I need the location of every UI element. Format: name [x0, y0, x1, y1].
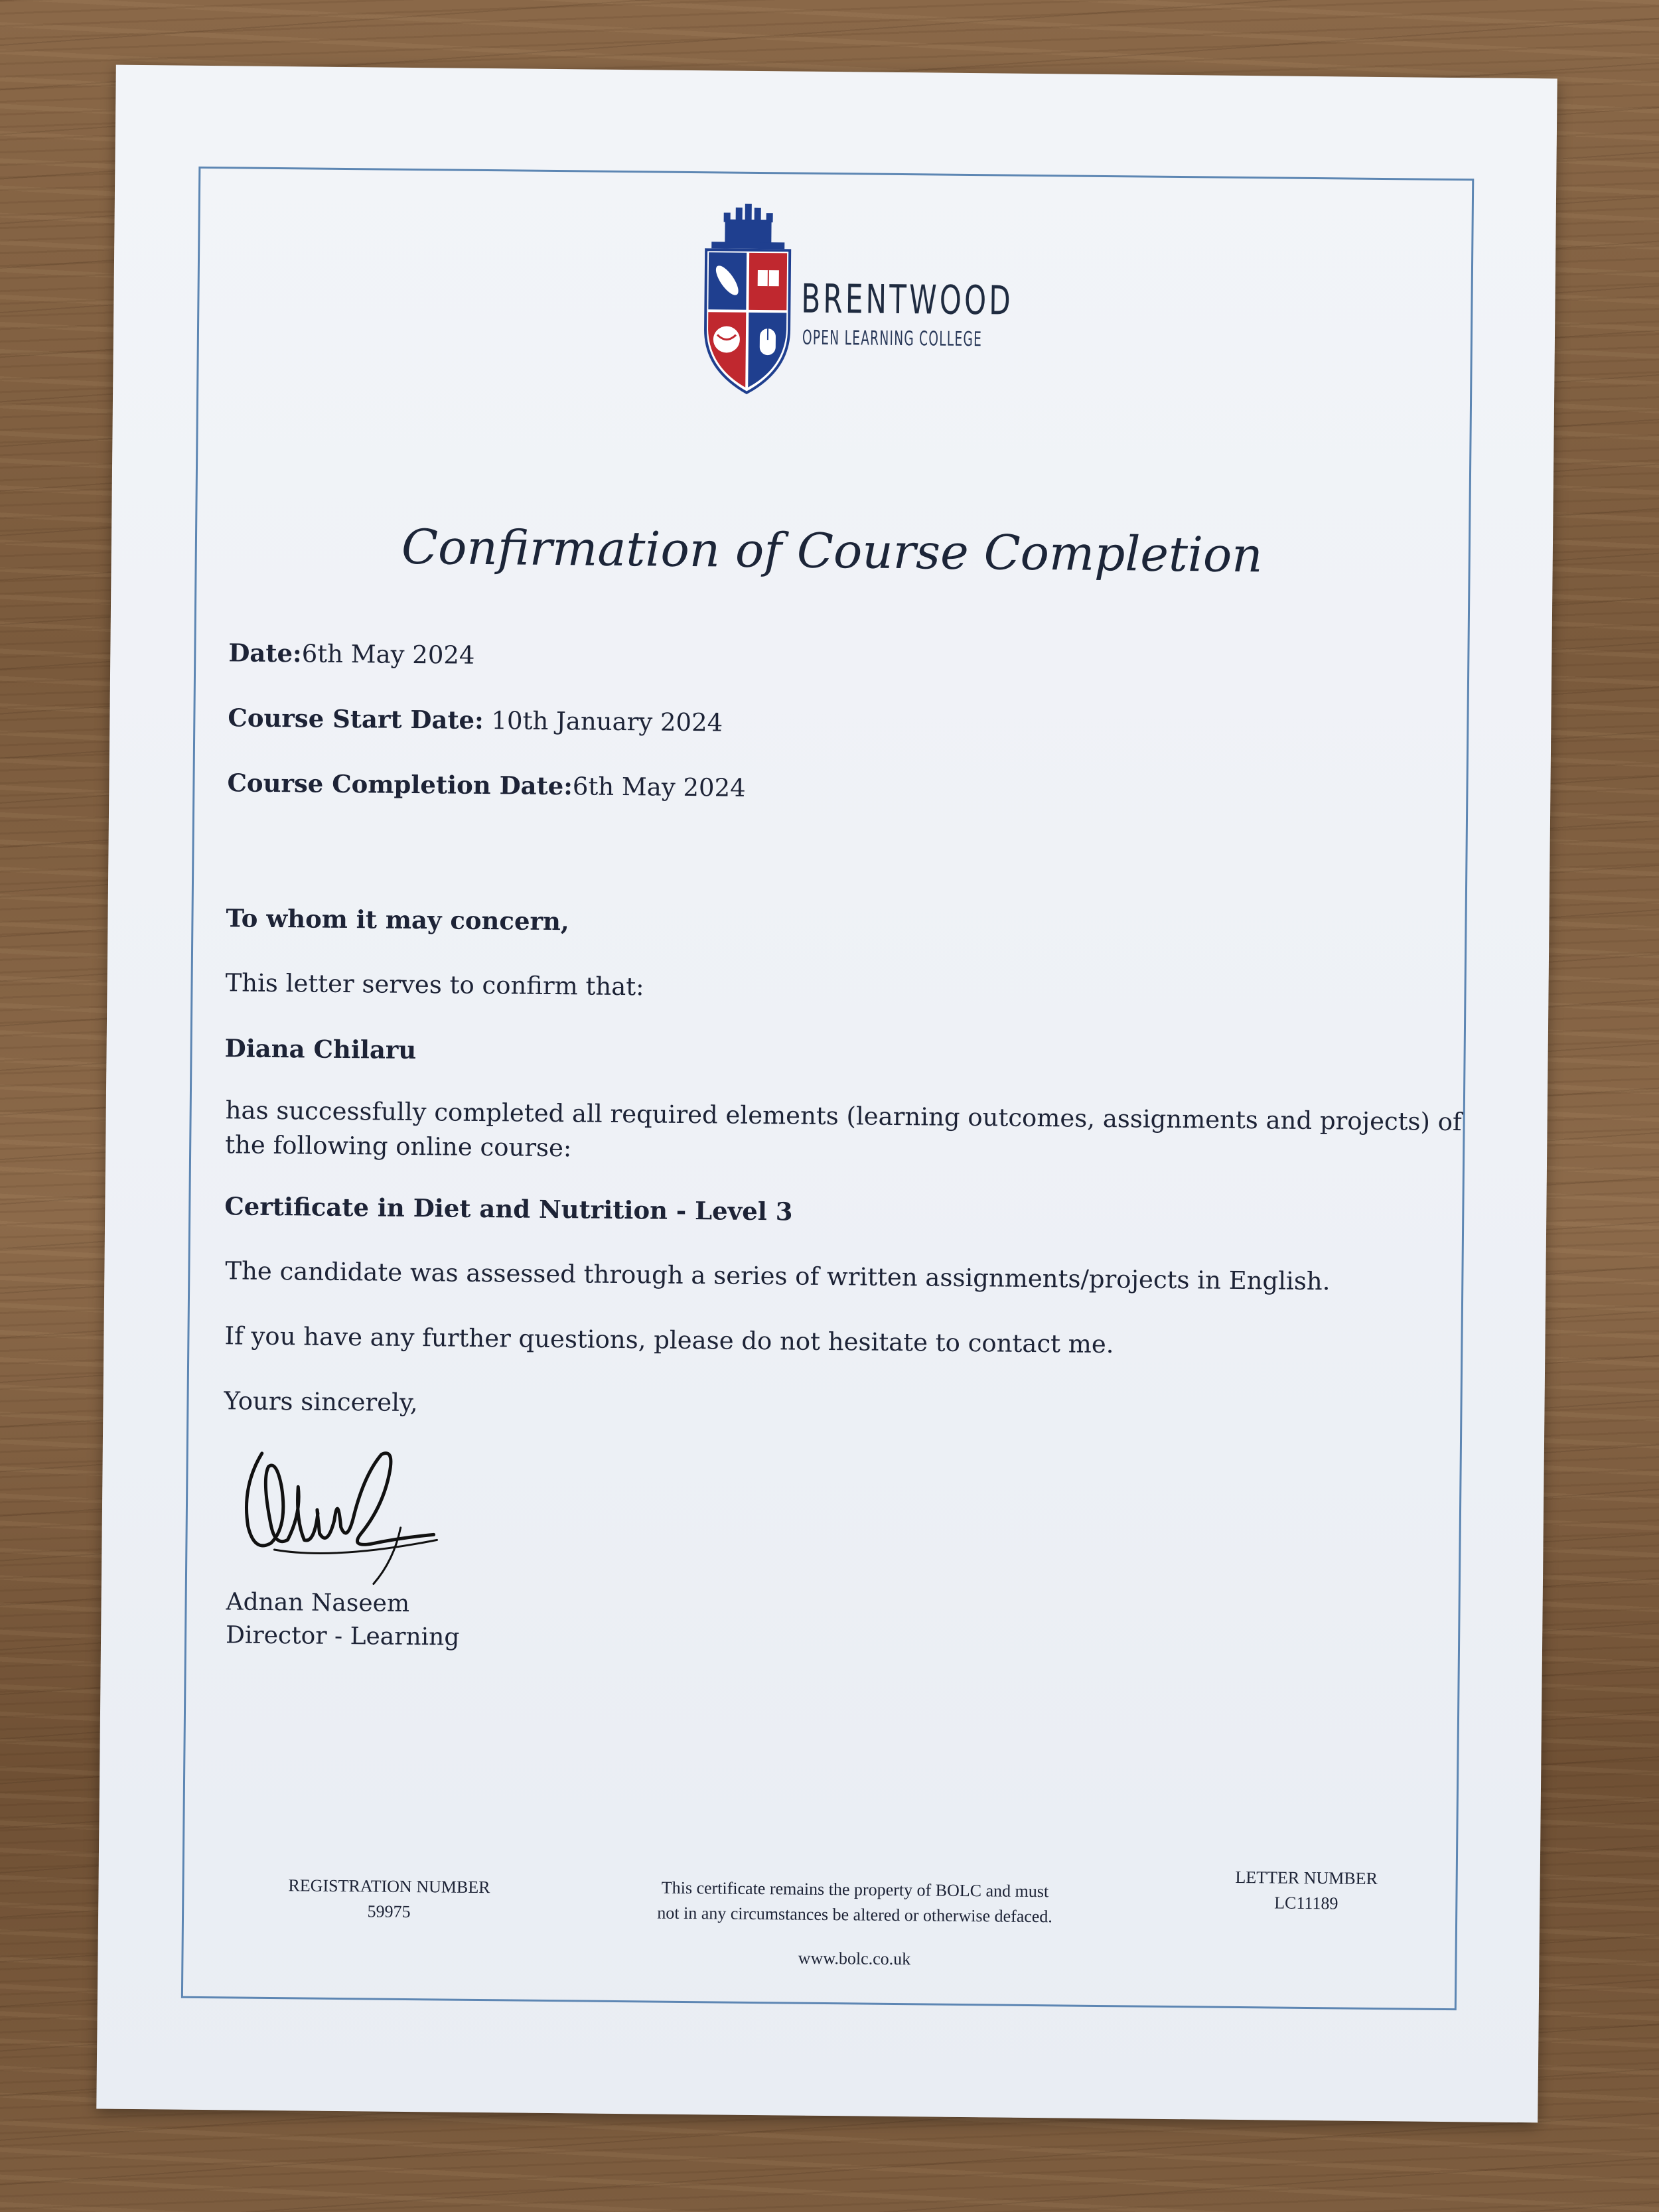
letter-number-label: LETTER NUMBER	[1235, 1867, 1378, 1889]
closing-text: Yours sincerely,	[224, 1386, 418, 1418]
start-date-label: Course Start Date:	[228, 703, 484, 735]
completion-date-line	[227, 768, 746, 802]
certificate-border	[181, 167, 1474, 2010]
course-name: Certificate in Diet and Nutrition - Level 3	[224, 1191, 793, 1226]
page-title: Confirmation of Course Completion	[401, 518, 1263, 583]
signer-name: Adnan Naseem	[226, 1588, 410, 1617]
signer-block	[226, 1585, 460, 1654]
certificate-paper	[96, 65, 1557, 2123]
candidate-name: Diana Chilaru	[224, 1033, 417, 1065]
registration-number: 59975	[367, 1901, 411, 1922]
date-line	[228, 638, 475, 670]
intro-text: This letter serves to confirm that:	[225, 968, 644, 1001]
completion-date-label: Course Completion Date:	[227, 768, 573, 801]
signature-icon	[234, 1426, 455, 1594]
college-name: BRENTWOOD	[801, 275, 1014, 325]
date-value: 6th May 2024	[301, 639, 475, 670]
signer-role: Director - Learning	[225, 1621, 460, 1651]
registration-label: REGISTRATION NUMBER	[288, 1876, 490, 1897]
website-link[interactable]: www.bolc.co.uk	[798, 1948, 911, 1969]
college-logo	[697, 203, 1014, 398]
notice-line-1: This certificate remains the property of BOLC and must	[661, 1878, 1049, 1901]
college-subtitle: OPEN LEARNING COLLEGE	[802, 326, 983, 352]
salutation: To whom it may concern,	[226, 903, 569, 936]
start-date-line	[228, 703, 723, 737]
notice-block	[628, 1875, 1080, 1974]
start-date-value: 10th January 2024	[491, 706, 723, 737]
completion-date-value: 6th May 2024	[572, 772, 746, 802]
date-label: Date:	[228, 638, 302, 668]
letter-number: LC11189	[1274, 1893, 1338, 1913]
questions-text: If you have any further questions, please do not hesitate to contact me.	[224, 1321, 1114, 1359]
letter-number-block	[1200, 1864, 1413, 1917]
notice-line-2: not in any circumstances be altered or otherwise defaced.	[657, 1903, 1053, 1927]
assessment-text: The candidate was assessed through a series of written assignments/projects in English.	[225, 1256, 1331, 1296]
completion-statement: has successfully completed all required elements (learning outcomes, assignments and projects) of the following online course:	[225, 1096, 1462, 1163]
college-crest-icon	[697, 203, 798, 396]
registration-block	[276, 1873, 502, 1925]
